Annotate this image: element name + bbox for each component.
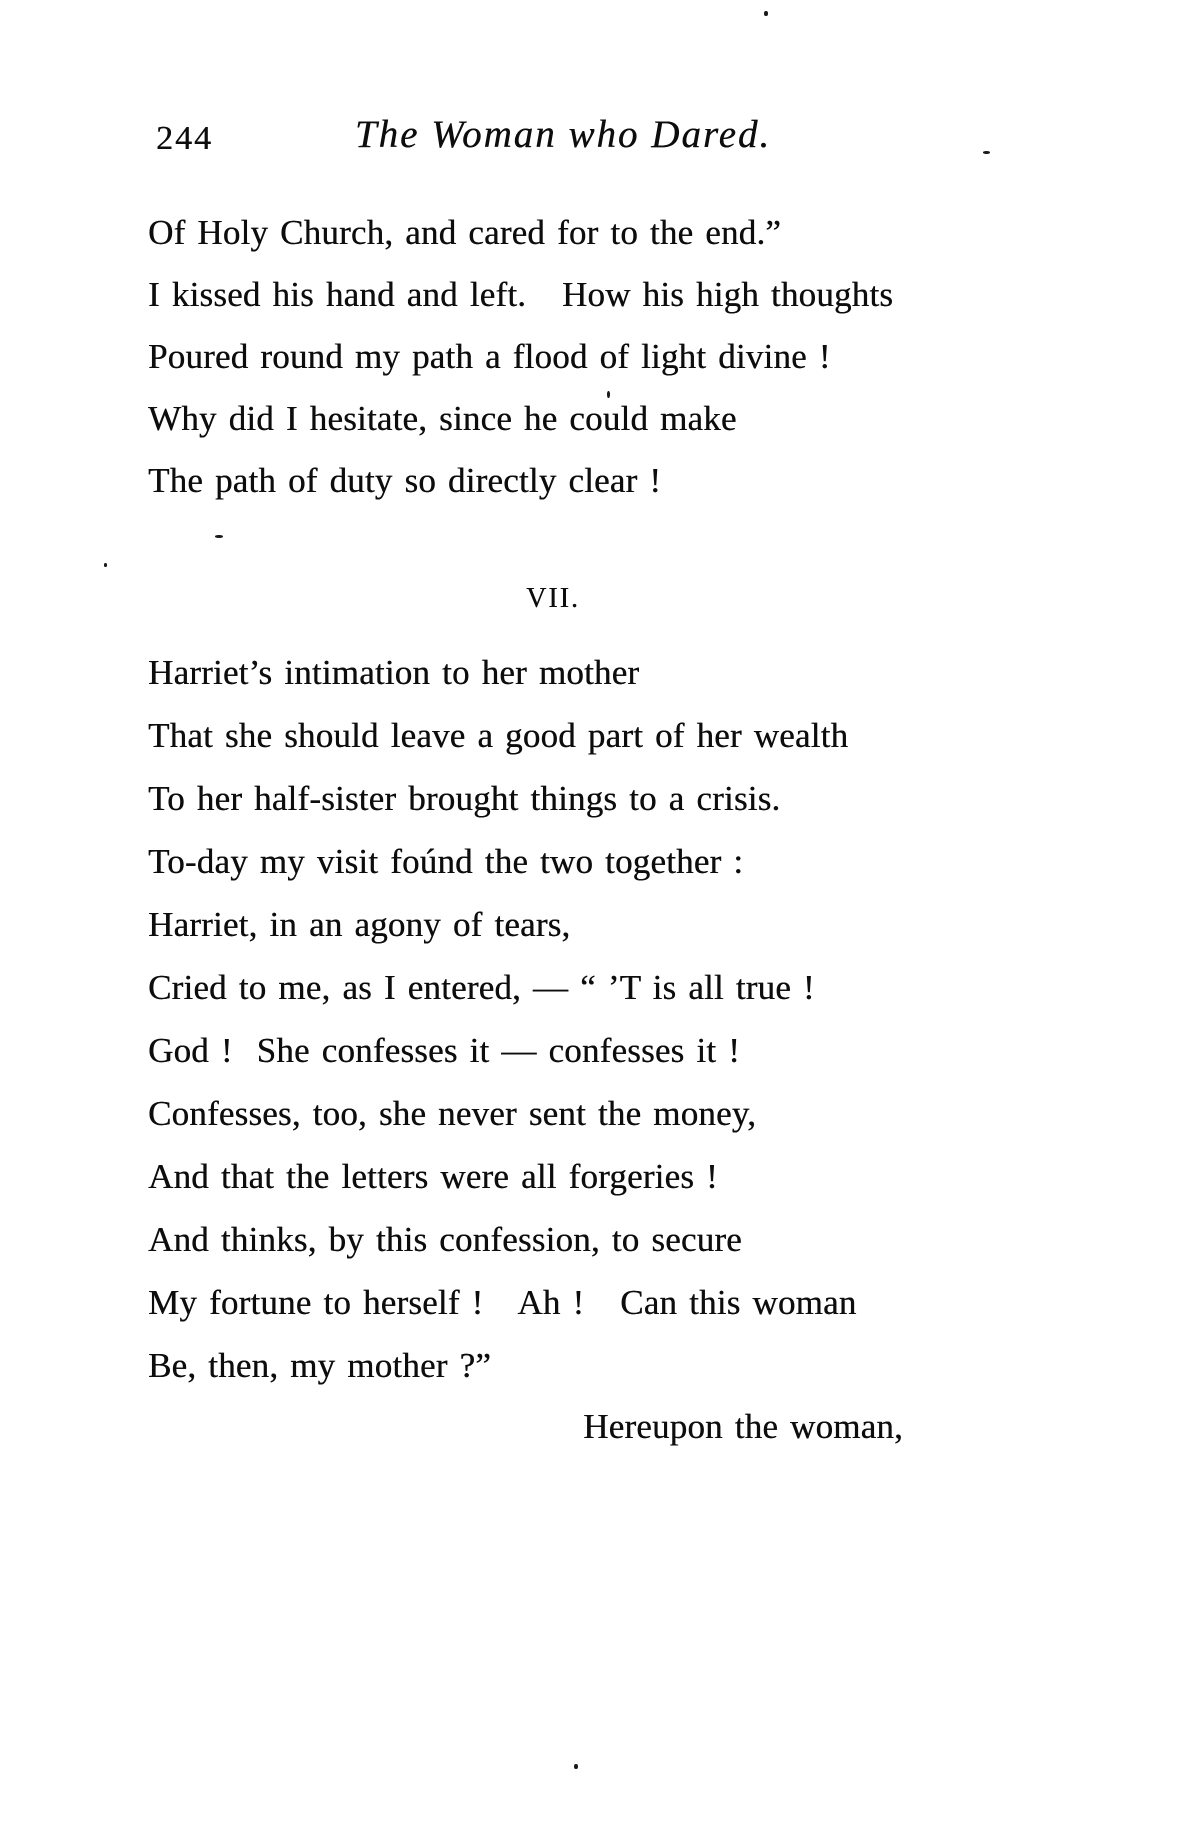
page-number: 244 xyxy=(156,120,213,157)
scan-speck xyxy=(983,151,990,154)
scan-speck xyxy=(574,1764,578,1769)
poem-line: To-day my visit foúnd the two together : xyxy=(148,842,744,881)
scan-speck xyxy=(104,563,107,567)
stanza-section-vii xyxy=(148,641,1048,1397)
section-heading: VII. xyxy=(526,583,580,614)
poem-line: Harriet, in an agony of tears, xyxy=(148,905,571,944)
poem-line: Poured round my path a flood of light divine ! xyxy=(148,337,831,376)
poem-line: Why did I hesitate, since he could make xyxy=(148,399,737,438)
scan-speck xyxy=(764,11,768,16)
stanza-section-vi-end xyxy=(148,202,1048,512)
poem-closing-line: Hereupon the woman, xyxy=(583,1407,903,1446)
poem-line: And that the letters were all forgeries ! xyxy=(148,1157,718,1196)
poem-line: Confesses, too, she never sent the money, xyxy=(148,1094,757,1133)
page-header xyxy=(148,112,978,164)
poem-line: The path of duty so directly clear ! xyxy=(148,461,662,500)
poem-line: Of Holy Church, and cared for to the end.” xyxy=(148,213,782,252)
running-title: The Woman who Dared. xyxy=(354,113,772,156)
poem-line: Be, then, my mother ?” xyxy=(148,1346,491,1385)
scan-speck xyxy=(607,391,610,398)
poem-line: And thinks, by this confession, to secure xyxy=(148,1220,742,1259)
poem-line: My fortune to herself ! Ah ! Can this woman xyxy=(148,1283,857,1322)
poem-line: God ! She confesses it — confesses it ! xyxy=(148,1031,740,1070)
scan-speck xyxy=(215,535,223,538)
poem-line: Cried to me, as I entered, — “ ’T is all true ! xyxy=(148,968,815,1007)
poem-line: Harriet’s intimation to her mother xyxy=(148,653,640,692)
poem-line: To her half-sister brought things to a crisis. xyxy=(148,779,781,818)
poem-line: I kissed his hand and left. How his high thoughts xyxy=(148,275,894,314)
poem-line: That she should leave a good part of her wealth xyxy=(148,716,849,755)
